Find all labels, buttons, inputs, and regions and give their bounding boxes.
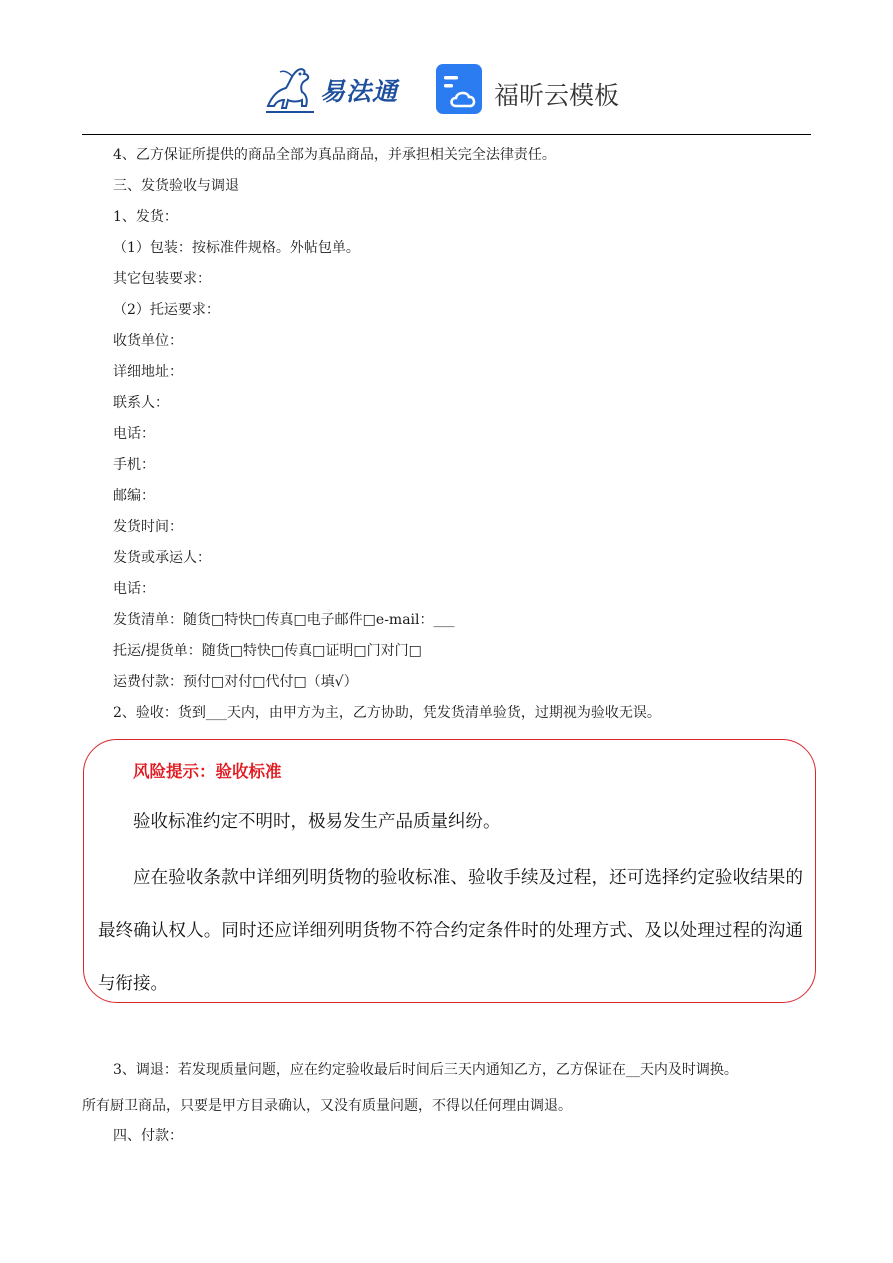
mobile-line: 手机： bbox=[113, 457, 155, 473]
page-header bbox=[0, 58, 893, 122]
logo2-text: 福昕云模板 bbox=[494, 81, 620, 110]
ship-time-line: 发货时间： bbox=[113, 519, 183, 535]
return-clause-line1: 3、调退：若发现质量问题，应在约定验收最后时间后三天内通知乙方，乙方保证在__天内及时调换。 bbox=[113, 1062, 738, 1078]
risk-alert-body: 应在验收条款中详细列明货物的验收标准、验收手续及过程，还可选择约定验收结果的最终确认权人。同时还应详细列明货物不符合约定条件时的处理方式、及以处理过程的沟通与衔接。 bbox=[98, 868, 803, 994]
shipping-list-line: 发货清单：随货□特快□传真□电子邮件□e-mail：___ bbox=[113, 612, 455, 628]
consignee-line: 收货单位： bbox=[113, 333, 183, 349]
yifatong-logo bbox=[262, 60, 412, 120]
carrier-phone-line: 电话： bbox=[113, 581, 155, 597]
acceptance-line: 2、验收：货到___天内，由甲方为主，乙方协助，凭发货清单验货，过期视为验收无误。 bbox=[113, 705, 661, 721]
postcode-line: 邮编： bbox=[113, 488, 155, 504]
packaging-line: （1）包装：按标准件规格。外帖包单。 bbox=[113, 240, 360, 256]
shipping-heading: 1、发货： bbox=[113, 209, 178, 225]
risk-alert-summary: 验收标准约定不明时，极易发生产品质量纠纷。 bbox=[133, 812, 501, 832]
section-3-heading: 三、发货验收与调退 bbox=[113, 178, 239, 194]
other-packaging-line: 其它包装要求： bbox=[113, 271, 211, 287]
waybill-line: 托运/提货单：随货□特快□传真□证明□门对门□ bbox=[113, 643, 422, 659]
carrier-line: 发货或承运人： bbox=[113, 550, 211, 566]
logo1-text: 易法通 bbox=[320, 77, 399, 106]
qilin-logo-icon bbox=[262, 60, 322, 120]
return-clause-line2: 所有厨卫商品，只要是甲方目录确认，又没有质量问题，不得以任何理由调退。 bbox=[82, 1098, 572, 1114]
consignment-line: （2）托运要求： bbox=[113, 302, 220, 318]
fuxin-cloud-logo bbox=[436, 64, 636, 120]
risk-alert-title: 风险提示：验收标准 bbox=[133, 762, 282, 781]
phone-line: 电话： bbox=[113, 426, 155, 442]
contact-line: 联系人： bbox=[113, 395, 169, 411]
risk-alert-box bbox=[83, 739, 816, 1003]
section-4-heading: 四、付款： bbox=[113, 1128, 183, 1144]
header-divider bbox=[82, 134, 811, 135]
freight-payment-line: 运费付款：预付□对付□代付□（填√） bbox=[113, 674, 358, 690]
cloud-document-icon bbox=[436, 64, 484, 116]
clause-4-line: 4、乙方保证所提供的商品全部为真品商品，并承担相关完全法律责任。 bbox=[113, 147, 556, 163]
address-line: 详细地址： bbox=[113, 364, 183, 380]
